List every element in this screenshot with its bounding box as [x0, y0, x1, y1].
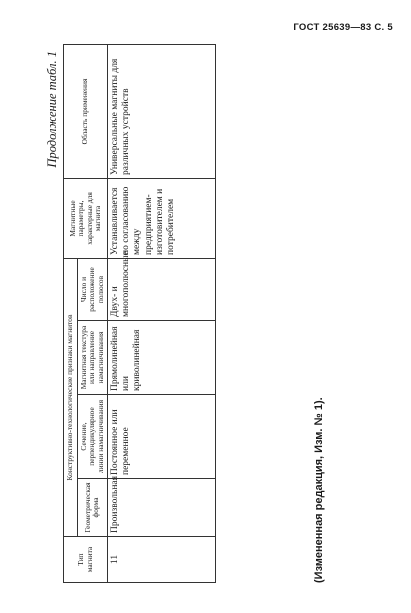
table-continued-label: Продолжение табл. 1 — [45, 51, 59, 168]
cell-params: Устанавливается по согласованию между предприятием-изготовителем и потребителем — [108, 179, 216, 259]
cell-section: Постоянное или переменное — [108, 395, 216, 479]
amendment-note: (Измененная редакция, Изм. № 1). — [313, 397, 325, 583]
magnet-table — [63, 44, 216, 583]
page-header: ГОСТ 25639—83 С. 5 — [293, 22, 393, 33]
col-header-type: Тип магнита — [64, 537, 108, 583]
col-header-area: Область применения — [64, 45, 108, 179]
cell-poles: Двух- и многополюсные — [108, 259, 216, 321]
cell-shape: Произвольная — [108, 479, 216, 537]
table-row — [108, 45, 216, 583]
col-header-params: Магнитные параметры, характерные для магнита — [64, 179, 108, 259]
rotated-table-block — [45, 43, 375, 583]
cell-area: Универсальные магниты для различных устройств — [108, 45, 216, 179]
col-header-shape: Геометрическая форма — [77, 479, 108, 537]
group-header: Конструктивно-технологические признаки магнитов — [64, 259, 78, 537]
col-header-poles: Число и расположение полюсов — [77, 259, 108, 321]
cell-texture: Прямолинейная или криволинейная — [108, 321, 216, 395]
col-header-section: Сечение, перпендикулярное линии намагничивания — [77, 395, 108, 479]
col-header-texture: Магнитная текстура или направление намагничивания — [77, 321, 108, 395]
cell-type: 11 — [108, 537, 216, 583]
